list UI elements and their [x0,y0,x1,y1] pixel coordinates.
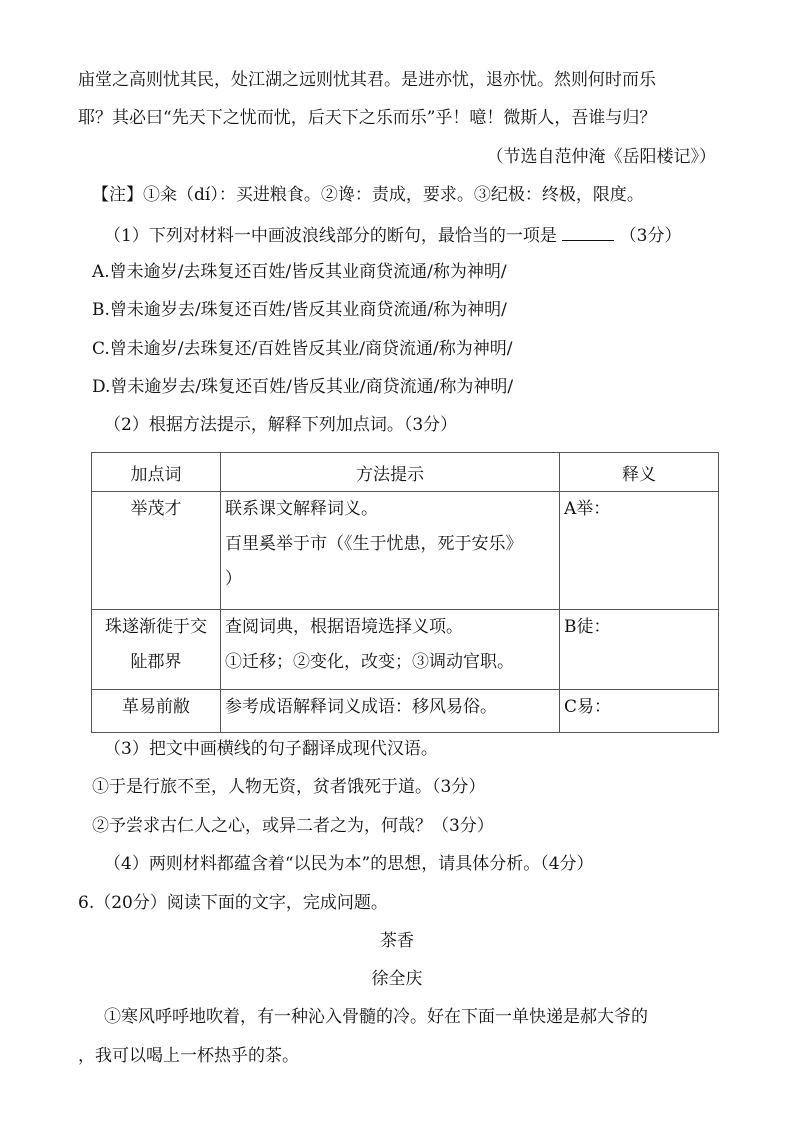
story-paragraph-1-line-2: ，我可以喝上一杯热乎的茶。 [78,1046,299,1066]
story-paragraph-1-line-1: ①寒风呼呼地吹着，有一种沁入骨髓的冷。好在下面一单快递是郝大爷的 [104,1007,648,1027]
story-author: 徐全庆 [371,969,423,989]
row-1-hint-line-3: ） [225,569,242,589]
header-hint: 方法提示 [221,453,560,492]
method-table [91,452,719,733]
story-title: 茶香 [380,931,414,951]
row-1-hint-line-2: 百里奚举于市（《生于忧患，死于安乐》 [225,534,523,554]
row-1-meaning-label: A举： [564,499,611,519]
row-2-hint [221,610,560,690]
option-d: D.曾未逾岁去/珠复还百姓/皆反其业/商贷流通/称为神明/ [92,377,514,397]
row-1-hint-line-1: 联系课文解释词义。 [225,499,378,519]
row-1-hint [221,492,560,610]
row-2-meaning [560,610,719,690]
option-b: B.曾未逾岁去/珠复还百姓/皆反其业商贷流通/称为神明/ [92,300,507,320]
row-3-meaning [560,690,719,733]
question-1-score: （3分） [619,226,682,246]
question-3-prompt: （3）把文中画横线的句子翻译成现代汉语。 [104,739,438,759]
row-3-meaning-label: C易： [564,697,612,717]
annotation-note: 【注】①籴（dí）：买进粮食。②谗：责成，要求。③纪极：终极，限度。 [92,185,644,205]
answer-blank [562,224,614,241]
row-3-hint [221,690,560,733]
table-header-row [92,453,719,492]
row-2-meaning-label: B徒： [564,617,611,637]
question-3-item-1: ①于是行旅不至，人物无资，贫者饿死于道。（3分） [92,777,486,797]
table-row [92,492,719,610]
row-2-word-line-1: 珠遂渐徙于交 [105,617,207,637]
table-row [92,690,719,733]
question-4-prompt: （4）两则材料都蕴含着“以民为本”的思想，请具体分析。（4分） [104,854,594,874]
row-2-hint-line-2: ①迁移；②变化，改变；③调动官职。 [225,652,514,672]
row-1-meaning [560,492,719,610]
row-3-word-text: 革易前敝 [122,697,190,717]
row-3-hint-text: 参考成语解释词义成语：移风易俗。 [225,697,497,717]
header-word: 加点词 [92,453,221,492]
question-2-prompt: （2）根据方法提示，解释下列加点词。（3分） [104,415,458,435]
source-citation: （节选自范仲淹《岳阳楼记》） [486,147,716,167]
row-1-word-text: 举茂才 [130,499,182,519]
row-2-hint-line-1: 查阅词典，根据语境选择义项。 [225,617,463,637]
header-meaning: 释义 [560,453,719,492]
question-1-text: （1）下列对材料一中画波浪线部分的断句，最恰当的一项是 [104,226,557,246]
table-row [92,610,719,690]
question-6-label: 6.（20分）阅读下面的文字，完成问题。 [78,893,388,913]
row-2-word-line-2: 阯郡界 [130,652,182,672]
row-3-word [92,690,221,733]
passage-line-1: 庙堂之高则忧其民，处江湖之远则忧其君。是进亦忧，退亦忧。然则何时而乐 [78,70,656,90]
option-a: A.曾未逾岁/去珠复还百姓/皆反其业商贷流通/称为神明/ [92,262,507,282]
row-1-word [92,492,221,610]
option-c: C.曾未逾岁/去珠复还/百姓皆反其业/商贷流通/称为神明/ [92,339,513,359]
row-2-word [92,610,221,690]
passage-line-2: 耶？其必曰“先天下之忧而忧，后天下之乐而乐”乎！噫！微斯人，吾谁与归？ [78,108,657,128]
question-3-item-2: ②予尝求古仁人之心，或异二者之为，何哉？（3分） [92,816,494,836]
question-1-prompt [104,224,681,246]
